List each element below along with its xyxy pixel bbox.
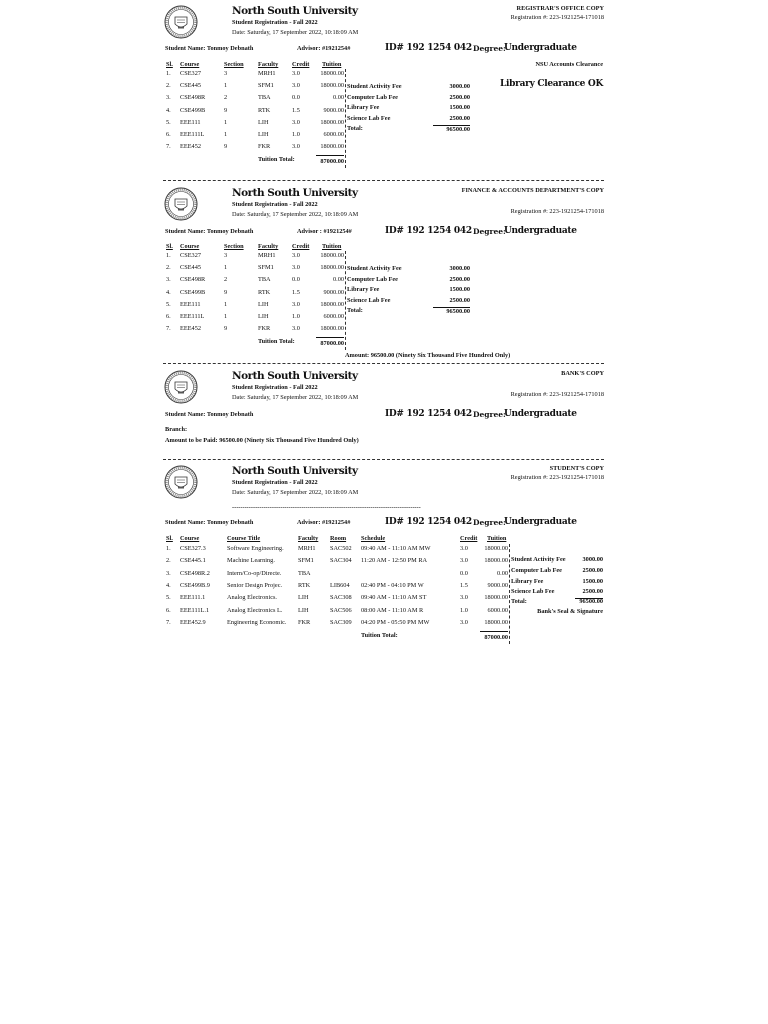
tuition-total-rule [480,631,508,632]
row-credit: 3.0 [460,545,468,552]
row-tuition: 18000.00 [484,545,508,552]
col-course: Course [180,61,200,68]
row-course: CSE327 [180,70,201,77]
row-course-title: Software Engineering. [227,545,284,552]
separator-1 [163,180,604,181]
registration-subtitle: Student Registration - Fall 2022 [232,384,318,391]
row-section: 1 [224,264,228,272]
col-faculty: Faculty [258,243,279,250]
row-section: 1 [224,118,228,126]
row-faculty: LIH [298,606,309,614]
fee-label: Science Lab Fee [347,115,391,123]
col-faculty: Faculty [258,61,279,68]
row-schedule: 09:40 AM - 11:10 AM MW [361,545,431,552]
col-course: Course [180,243,200,250]
university-seal-icon [164,5,198,39]
col-sl: Sl. [166,61,173,68]
row-course: EEE111L [180,131,205,138]
row-room: SAC502 [330,545,352,552]
copy-label: REGISTRAR'S OFFICE COPY [516,5,604,12]
row-schedule: 02:40 PM - 04:10 PM W [361,581,424,589]
tuition-divider [345,69,346,168]
student-name: Student Name: Tonmoy Debnath [165,45,254,52]
amount-in-words: Amount: 96500.00 (Ninety Six Thousand Five Hundred Only) [345,352,511,359]
row-schedule: 09:40 AM - 11:10 AM ST [361,594,427,602]
row-credit: 3.0 [292,264,300,272]
row-course: CSE498R.2 [180,569,210,577]
university-seal-icon [164,465,198,499]
row-course: CSE327.3 [180,545,206,552]
fee-amount: 1500.00 [449,104,470,112]
separator-2 [163,363,604,364]
fee-label: Library Fee [347,286,380,294]
row-credit: 3.0 [292,70,300,77]
row-faculty: FKR [258,143,271,151]
row-faculty: TBA [258,276,271,284]
col-tuition: Tuition [322,243,342,250]
amount-to-be-paid: Amount to be Paid: 96500.00 (Ninety Six Thousand Five Hundred Only) [165,437,359,444]
row-course: EEE452 [180,325,201,333]
row-course: CSE498R [180,276,206,284]
row-credit: 1.5 [460,581,468,589]
row-section: 2 [224,276,228,284]
row-sl: 7. [166,325,171,333]
row-tuition: 18000.00 [484,557,508,565]
row-credit: 3.0 [460,594,468,602]
bank-seal-signature: Bank's Seal & Signature [537,608,603,615]
row-tuition: 18000.00 [320,82,344,90]
student-id: ID# 192 1254 042 [385,43,472,53]
row-credit: 3.0 [292,300,300,308]
row-credit: 3.0 [292,118,300,126]
row-tuition: 0.00 [332,276,344,284]
row-course: CSE445 [180,82,201,90]
col-credit: Credit [460,535,478,542]
tuition-total-rule [316,337,344,338]
col-course: Course [180,535,200,542]
row-course: EEE111.1 [180,594,206,602]
fee-label: Computer Lab Fee [511,566,562,574]
student-name: Student Name: Tonmoy Debnath [165,228,254,235]
row-room: SAC308 [330,594,352,602]
fee-amount: 3000.00 [449,265,470,272]
row-tuition: 18000.00 [320,300,344,308]
library-clearance: Library Clearance OK [500,79,603,89]
row-course-title: Engineering Economic. [227,618,287,626]
student-name: Student Name: Tonmoy Debnath [165,519,254,526]
row-faculty: LIH [258,300,269,308]
registration-number: Registration #: 223-1921254-171018 [510,474,604,481]
degree-value: Undergraduate [504,43,577,53]
row-credit: 0.0 [292,94,300,102]
row-course: EEE111L [180,313,205,320]
row-tuition: 0.00 [332,94,344,102]
advisor: Advisor : #1921254# [297,228,352,235]
fee-label: Library Fee [511,577,544,585]
row-faculty: SFM1 [258,264,274,272]
registration-number: Registration #: 223-1921254-171018 [510,391,604,398]
row-faculty: LIH [258,118,269,126]
row-faculty: LIH [298,594,309,602]
fee-label: Computer Lab Fee [347,275,398,283]
fees-total-label: Total: [347,124,363,132]
row-sl: 5. [166,594,171,602]
tuition-total-rule [316,155,344,156]
row-course: EEE452.9 [180,618,206,626]
col-credit: Credit [292,243,310,250]
university-seal-icon [164,187,198,221]
row-tuition: 6000.00 [487,606,508,614]
row-tuition: 18000.00 [320,325,344,333]
row-sl: 2. [166,82,171,90]
row-course: CSE499B [180,288,206,296]
col-faculty: Faculty [298,535,319,542]
row-section: 9 [224,288,228,296]
fee-amount: 2500.00 [449,275,470,283]
row-faculty: FKR [298,618,311,626]
fee-label: Student Activity Fee [511,556,566,563]
row-sl: 4. [166,106,171,114]
nsu-accounts-clearance: NSU Accounts Clearance [535,61,603,68]
row-sl: 7. [166,618,171,626]
registration-subtitle: Student Registration - Fall 2022 [232,479,318,486]
row-sl: 2. [166,264,171,272]
row-credit: 3.0 [292,143,300,151]
row-section: 1 [224,131,228,138]
row-course: CSE499B.9 [180,581,210,589]
row-sl: 3. [166,276,171,284]
row-sl: 3. [166,94,171,102]
row-faculty: RTK [258,288,271,296]
row-faculty: SFM1 [258,82,274,90]
row-tuition: 18000.00 [320,70,344,77]
row-course-title: Intern/Co-op/Directe. [227,569,282,577]
copy-label: STUDENT'S COPY [549,465,604,472]
tuition-divider [345,251,346,350]
row-sl: 5. [166,118,171,126]
tuition-total-label: Tuition Total: [258,338,295,346]
fee-label: Science Lab Fee [347,297,391,305]
fee-label: Student Activity Fee [347,265,402,272]
row-course-title: Machine Learning. [227,557,275,565]
row-tuition: 18000.00 [484,618,508,626]
row-tuition: 18000.00 [320,264,344,272]
fee-amount: 2500.00 [582,588,603,596]
row-credit: 1.5 [292,106,300,114]
row-course: EEE111 [180,300,201,308]
registration-subtitle: Student Registration - Fall 2022 [232,19,318,26]
degree-label: Degree: [473,518,506,527]
fee-amount: 2500.00 [449,297,470,305]
tuition-total: 87000.00 [320,158,344,166]
student-name: Student Name: Tonmoy Debnath [165,411,254,418]
col-sl: Sl. [166,243,173,250]
col-tuition: Tuition [487,535,507,542]
fee-label: Computer Lab Fee [347,93,398,101]
student-id: ID# 192 1254 042 [385,409,472,419]
branch-label: Branch: [165,426,188,433]
row-tuition: 18000.00 [484,594,508,602]
row-credit: 3.0 [460,557,468,565]
fee-amount: 2500.00 [449,93,470,101]
tuition-total-label: Tuition Total: [258,156,295,164]
fee-amount: 2500.00 [582,566,603,574]
row-section: 1 [224,82,228,90]
fees-total-label: Total: [511,598,527,606]
registration-number: Registration #: 223-1921254-171018 [510,208,604,215]
row-section: 9 [224,143,228,151]
row-section: 3 [224,252,228,259]
fee-amount: 1500.00 [582,577,603,585]
fees-total: 96500.00 [446,307,470,315]
row-credit: 1.0 [292,131,300,138]
separator-3 [163,459,604,460]
fee-amount: 2500.00 [449,115,470,123]
dash-line: ------------------------------------------------------------------------------------------ [232,504,421,511]
row-schedule: 08:00 AM - 11:10 AM R [361,606,424,614]
col-credit: Credit [292,61,310,68]
registration-number: Registration #: 223-1921254-171018 [510,14,604,21]
row-faculty: MRH1 [258,70,276,77]
row-sl: 4. [166,581,171,589]
fees-total-label: Total: [347,306,363,314]
row-sl: 3. [166,569,171,577]
tuition-total: 87000.00 [484,634,508,642]
row-sl: 2. [166,557,171,565]
row-faculty: RTK [298,581,311,589]
row-tuition: 9000.00 [487,581,508,589]
row-course: CSE445.1 [180,557,206,565]
copy-label: FINANCE & ACCOUNTS DEPARTMENT'S COPY [461,187,604,194]
row-credit: 3.0 [292,252,300,259]
degree-value: Undergraduate [504,517,577,527]
degree-label: Degree: [473,227,506,236]
row-sl: 6. [166,606,171,614]
row-tuition: 6000.00 [323,131,344,138]
row-credit: 3.0 [460,618,468,626]
row-sl: 1. [166,252,171,259]
row-tuition: 18000.00 [320,118,344,126]
row-tuition: 18000.00 [320,143,344,151]
fees-total: 96500.00 [579,598,603,606]
registration-subtitle: Student Registration - Fall 2022 [232,201,318,208]
fee-amount: 1500.00 [449,286,470,294]
fee-label: Science Lab Fee [511,588,555,596]
fee-label: Library Fee [347,104,380,112]
row-faculty: MRH1 [258,252,276,259]
col-sl: Sl. [166,535,173,542]
row-course: CSE498R [180,94,206,102]
fee-amount: 3000.00 [582,556,603,563]
row-credit: 1.5 [292,288,300,296]
row-section: 1 [224,300,228,308]
row-schedule: 04:20 PM - 05:50 PM MW [361,618,430,626]
row-course-title: Senior Design Projec. [227,581,283,589]
row-tuition: 18000.00 [320,252,344,259]
row-room: SAC309 [330,618,352,626]
registration-date: Date: Saturday, 17 September 2022, 10:18:09 AM [232,489,359,496]
row-faculty: SFM1 [298,557,314,565]
row-section: 9 [224,106,228,114]
col-section: Section [224,61,244,68]
row-faculty: LIH [258,313,269,320]
row-sl: 7. [166,143,171,151]
university-name: North South University [232,5,358,17]
degree-label: Degree: [473,410,506,419]
row-course: EEE111L.1 [180,606,210,614]
row-faculty: FKR [258,325,271,333]
registration-date: Date: Saturday, 17 September 2022, 10:18:09 AM [232,29,359,36]
col-section: Section [224,243,244,250]
row-credit: 0.0 [292,276,300,284]
col-schedule: Schedule [361,535,386,542]
registration-date: Date: Saturday, 17 September 2022, 10:18:09 AM [232,211,359,218]
tuition-total-label: Tuition Total: [361,632,398,640]
advisor: Advisor: #1921254# [297,519,351,526]
row-tuition: 9000.00 [323,288,344,296]
col-course-title: Course Title [227,535,261,542]
row-credit: 0.0 [460,569,468,577]
row-credit: 3.0 [292,82,300,90]
row-faculty: TBA [298,569,311,577]
row-tuition: 9000.00 [323,106,344,114]
row-section: 2 [224,94,228,102]
row-course: CSE445 [180,264,201,272]
fee-amount: 3000.00 [449,83,470,90]
row-faculty: MRH1 [298,545,316,552]
tuition-divider [509,544,510,644]
tuition-total: 87000.00 [320,340,344,348]
row-faculty: RTK [258,106,271,114]
row-room: LIB604 [330,581,350,589]
row-section: 1 [224,313,228,320]
row-credit: 1.0 [292,313,300,320]
col-tuition: Tuition [322,61,342,68]
row-course: EEE452 [180,143,201,151]
row-tuition: 6000.00 [323,313,344,320]
advisor: Advisor: #1921254# [297,45,351,52]
row-section: 3 [224,70,228,77]
registration-date: Date: Saturday, 17 September 2022, 10:18:09 AM [232,394,359,401]
fees-total: 96500.00 [446,125,470,133]
row-course-title: Analog Electronics L. [227,606,283,614]
row-sl: 6. [166,313,171,320]
degree-label: Degree: [473,44,506,53]
row-faculty: LIH [258,131,269,138]
fee-label: Student Activity Fee [347,83,402,90]
degree-value: Undergraduate [504,409,577,419]
university-seal-icon [164,370,198,404]
row-faculty: TBA [258,94,271,102]
row-schedule: 11:20 AM - 12:50 PM RA [361,557,428,565]
degree-value: Undergraduate [504,226,577,236]
student-id: ID# 192 1254 042 [385,517,472,527]
university-name: North South University [232,465,358,477]
row-credit: 1.0 [460,606,468,614]
row-course: CSE327 [180,252,201,259]
row-sl: 5. [166,300,171,308]
col-room: Room [330,535,347,542]
row-sl: 4. [166,288,171,296]
row-course: EEE111 [180,118,201,126]
row-course-title: Analog Electronics. [227,594,278,602]
copy-label: BANK'S COPY [561,370,604,377]
row-sl: 1. [166,70,171,77]
row-tuition: 0.00 [496,569,508,577]
row-credit: 3.0 [292,325,300,333]
row-course: CSE499B [180,106,206,114]
row-sl: 6. [166,131,171,138]
row-sl: 1. [166,545,171,552]
row-room: SAC506 [330,606,352,614]
university-name: North South University [232,370,358,382]
university-name: North South University [232,187,358,199]
student-id: ID# 192 1254 042 [385,226,472,236]
row-section: 9 [224,325,228,333]
row-room: SAC304 [330,557,352,565]
